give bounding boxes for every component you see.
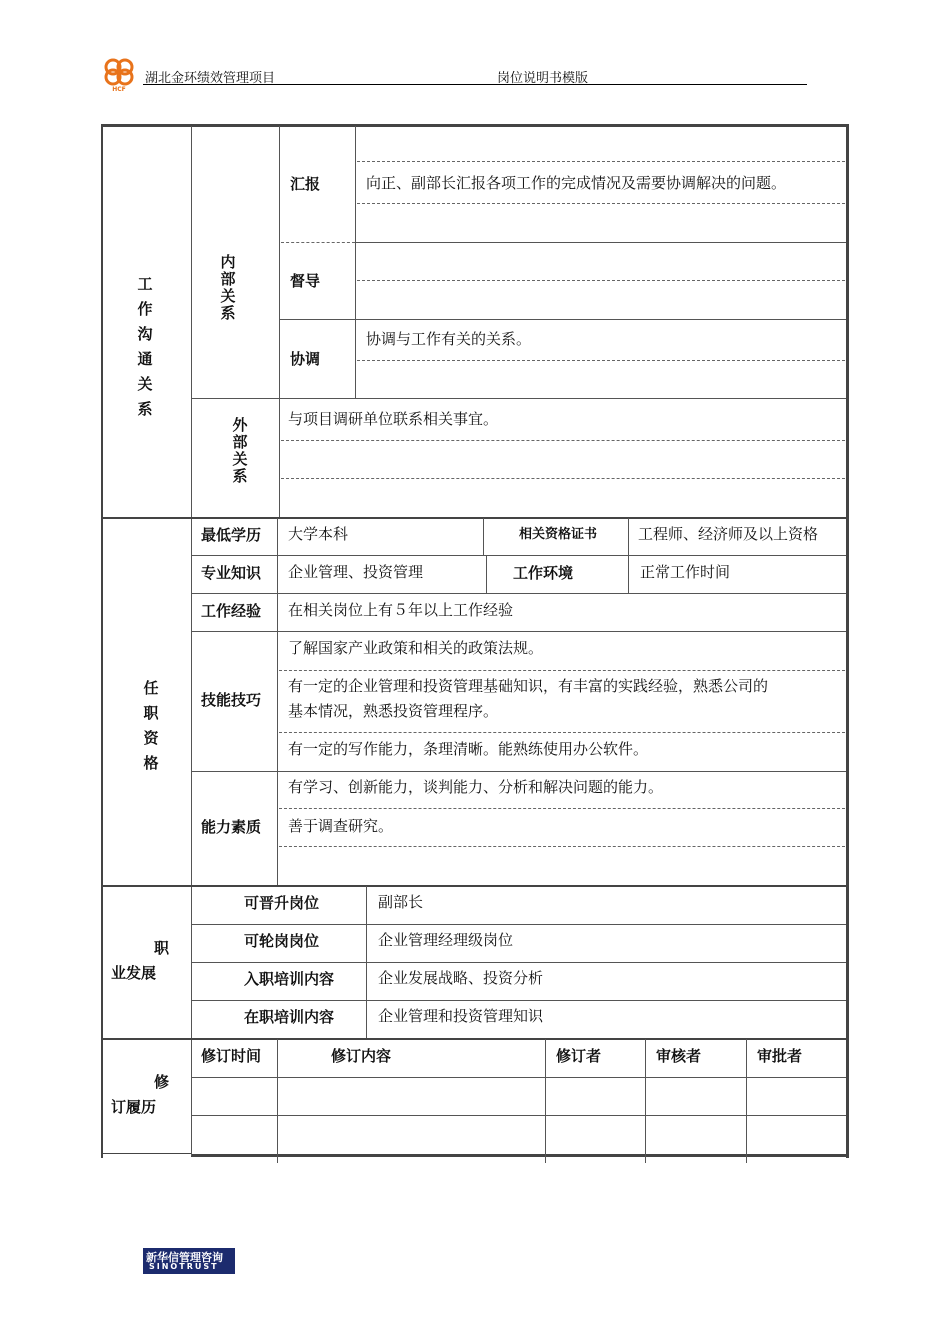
onjob-training-label: 在职培训内容 — [244, 1008, 335, 1026]
experience-label: 工作经验 — [201, 602, 262, 620]
career-section-label: 职 — [154, 939, 170, 957]
company-logo — [99, 55, 141, 93]
education-value: 大学本科 — [288, 525, 349, 543]
environment-value: 正常工作时间 — [640, 563, 731, 581]
revision-content-header: 修订内容 — [331, 1047, 392, 1065]
external-relations-label: 外部关系 — [232, 416, 248, 485]
header-project-title: 湖北金环绩效管理项目 — [145, 71, 276, 86]
skill-item-continued: 基本情况，熟悉投资管理程序。 — [288, 702, 499, 720]
promotion-value: 副部长 — [378, 893, 424, 911]
approver-header: 审批者 — [757, 1047, 803, 1065]
report-label: 汇报 — [290, 175, 321, 193]
header-document-title: 岗位说明书模版 — [497, 71, 589, 86]
education-label: 最低学历 — [201, 526, 262, 544]
qualification-section-label: 任职资格 — [143, 679, 159, 772]
knowledge-value: 企业管理、投资管理 — [288, 563, 424, 581]
induction-training-label: 入职培训内容 — [244, 970, 335, 988]
promotion-label: 可晋升岗位 — [244, 894, 320, 912]
revision-section-label-2: 订履历 — [111, 1098, 157, 1116]
communication-section-label: 工作沟通关系 — [137, 275, 153, 418]
revision-section-label: 修 — [154, 1073, 170, 1091]
career-section-label-2: 业发展 — [111, 964, 157, 982]
certificate-label: 相关资格证书 — [519, 527, 598, 542]
internal-relations-label: 内部关系 — [220, 253, 236, 322]
header-rule — [143, 84, 807, 85]
skills-label: 技能技巧 — [201, 691, 262, 709]
ability-item: 善于调查研究。 — [288, 817, 394, 835]
report-text: 向正、副部长汇报各项工作的完成情况及需要协调解决的问题。 — [366, 174, 787, 192]
coordinate-label: 协调 — [290, 350, 321, 368]
footer-logo-cn: 新华信管理咨询 — [146, 1251, 223, 1264]
knowledge-label: 专业知识 — [201, 564, 262, 582]
skill-item: 有一定的写作能力，条理清晰。能熟练使用办公软件。 — [288, 740, 649, 758]
external-text: 与项目调研单位联系相关事宜。 — [288, 410, 499, 428]
rotation-label: 可轮岗岗位 — [244, 932, 320, 950]
coordinate-text: 协调与工作有关的关系。 — [366, 330, 532, 348]
rotation-value: 企业管理经理级岗位 — [378, 931, 514, 949]
reviewer-header: 审核者 — [656, 1047, 702, 1065]
footer-logo-en: SINOTRUST — [149, 1262, 219, 1271]
skill-item: 有一定的企业管理和投资管理基础知识，有丰富的实践经验，熟悉公司的 — [288, 677, 769, 695]
ability-item: 有学习、创新能力，谈判能力、分析和解决问题的能力。 — [288, 778, 664, 796]
certificate-value: 工程师、经济师及以上资格 — [638, 525, 819, 543]
ability-label: 能力素质 — [201, 818, 262, 836]
skill-item: 了解国家产业政策和相关的政策法规。 — [288, 639, 544, 657]
experience-value: 在相关岗位上有５年以上工作经验 — [288, 601, 514, 619]
supervise-label: 督导 — [290, 272, 321, 290]
environment-label: 工作环境 — [513, 564, 574, 582]
induction-training-value: 企业发展战略、投资分析 — [378, 969, 544, 987]
footer-logo — [143, 1248, 235, 1274]
onjob-training-value: 企业管理和投资管理知识 — [378, 1007, 544, 1025]
revision-time-header: 修订时间 — [201, 1047, 262, 1065]
reviser-header: 修订者 — [556, 1047, 602, 1065]
logo-text: HCF — [112, 86, 126, 93]
